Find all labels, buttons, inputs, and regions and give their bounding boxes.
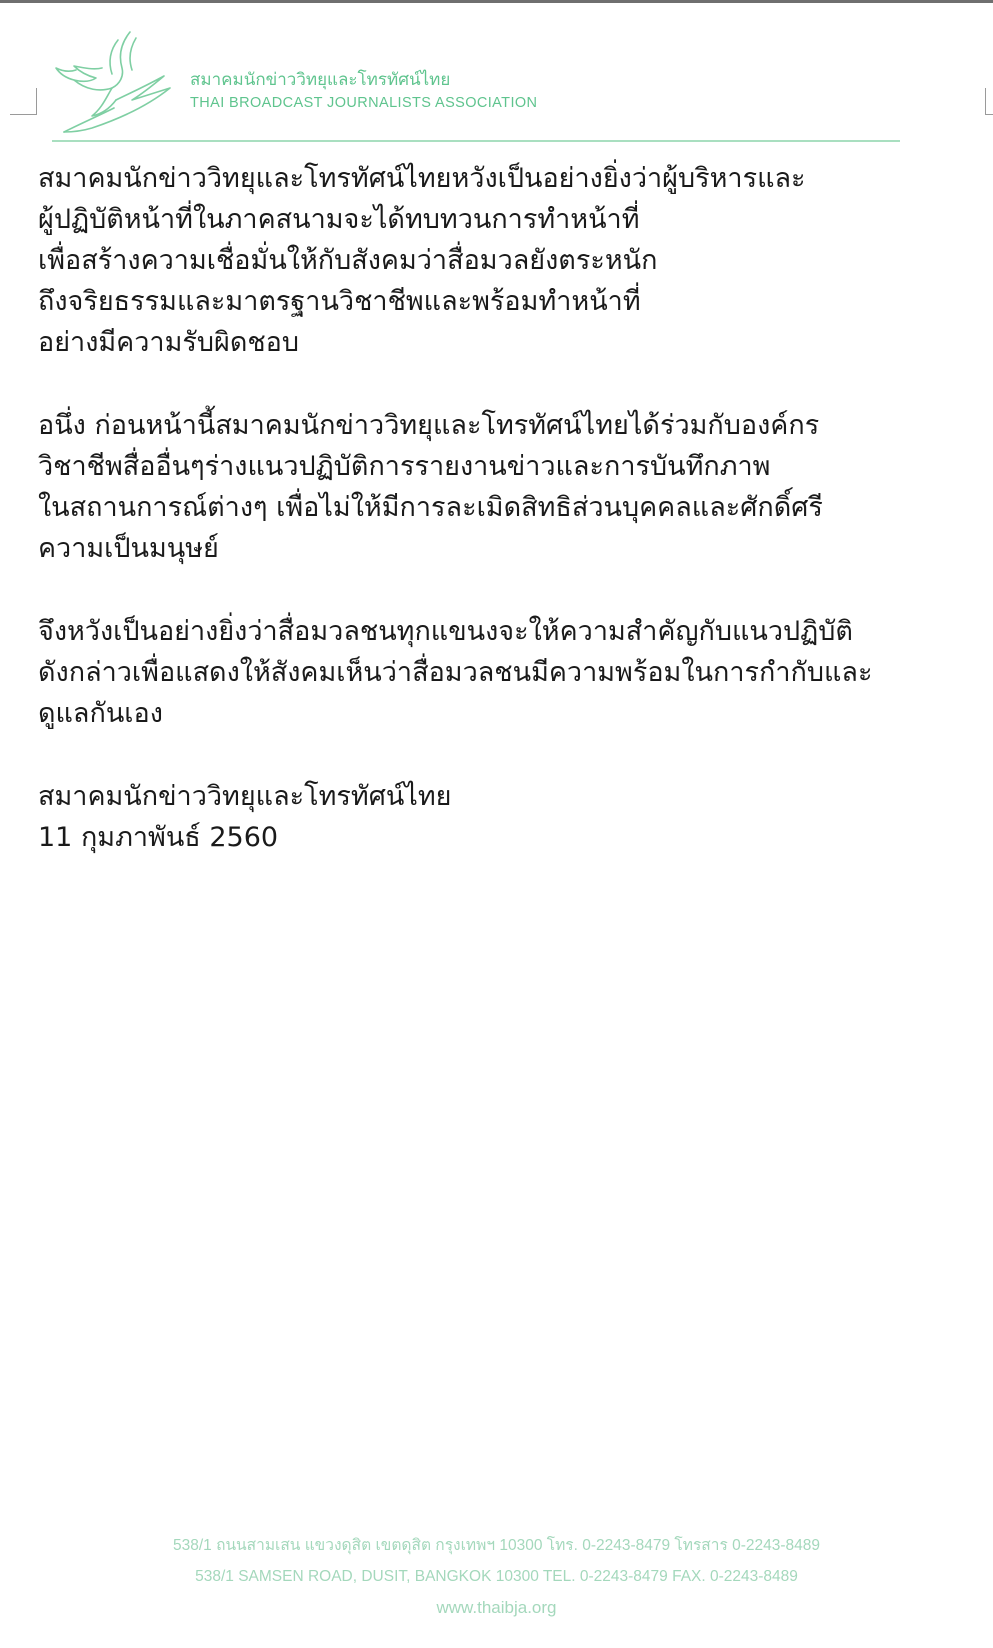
paragraph-1	[38, 158, 978, 363]
paragraph-line: ความเป็นมนุษย์	[38, 533, 219, 564]
paragraph-line: เพื่อสร้างความเชื่อมั่นให้กับสังคมว่าสื่อมวลยังตระหนัก	[38, 245, 658, 276]
paragraph-line: ถึงจริยธรรมและมาตรฐานวิชาชีพและพร้อมทำหน้าที่	[38, 286, 641, 317]
signature-block	[38, 776, 978, 858]
signature-date: 11 กุมภาพันธ์ 2560	[38, 822, 279, 853]
org-name-thai: สมาคมนักข่าววิทยุและโทรทัศน์ไทย	[190, 70, 451, 90]
paragraph-line: ในสถานการณ์ต่างๆ เพื่อไม่ให้มีการละเมิดสิทธิส่วนบุคคลและศักดิ์ศรี	[38, 492, 823, 523]
paragraph-2	[38, 405, 978, 569]
paragraph-line: ดูแลกันเอง	[38, 698, 163, 729]
paragraph-line: ผู้ปฏิบัติหน้าที่ในภาคสนามจะได้ทบทวนการทำหน้าที่	[38, 204, 640, 235]
footer-address-thai: 538/1 ถนนสามเสน แขวงดุสิต เขตดุสิต กรุงเทพฯ 10300 โทร. 0-2243-8479 โทรสาร 0-2243-8489	[172, 1537, 821, 1554]
bird-logo-icon	[52, 28, 180, 138]
footer-address-english: 538/1 SAMSEN ROAD, DUSIT, BANGKOK 10300 TEL. 0-2243-8479 FAX. 0-2243-8489	[195, 1568, 798, 1585]
paragraph-line: อย่างมีความรับผิดชอบ	[38, 327, 300, 358]
paragraph-line: จึงหวังเป็นอย่างยิ่งว่าสื่อมวลชนทุกแขนงจะให้ความสำคัญกับแนวปฏิบัติ	[38, 616, 853, 647]
org-name-english: THAI BROADCAST JOURNALISTS ASSOCIATION	[190, 95, 538, 111]
paragraph-line: วิชาชีพสื่ออื่นๆร่างแนวปฏิบัติการรายงานข่าวและการบันทึกภาพ	[38, 451, 771, 482]
letterhead	[0, 0, 993, 150]
paragraph-line: อนึ่ง ก่อนหน้านี้สมาคมนักข่าววิทยุและโทรทัศน์ไทยได้ร่วมกับองค์กร	[38, 410, 820, 441]
signature-org: สมาคมนักข่าววิทยุและโทรทัศน์ไทย	[38, 781, 452, 812]
paragraph-3	[38, 611, 978, 734]
footer-website: www.thaibja.org	[436, 1598, 557, 1617]
footer	[0, 1530, 993, 1624]
header-divider	[52, 140, 900, 142]
paragraph-line: สมาคมนักข่าววิทยุและโทรทัศน์ไทยหวังเป็นอย่างยิ่งว่าผู้บริหารและ	[38, 163, 806, 194]
paragraph-line: ดังกล่าวเพื่อแสดงให้สังคมเห็นว่าสื่อมวลชนมีความพร้อมในการกำกับและ	[38, 657, 873, 688]
letter-body	[38, 158, 978, 858]
